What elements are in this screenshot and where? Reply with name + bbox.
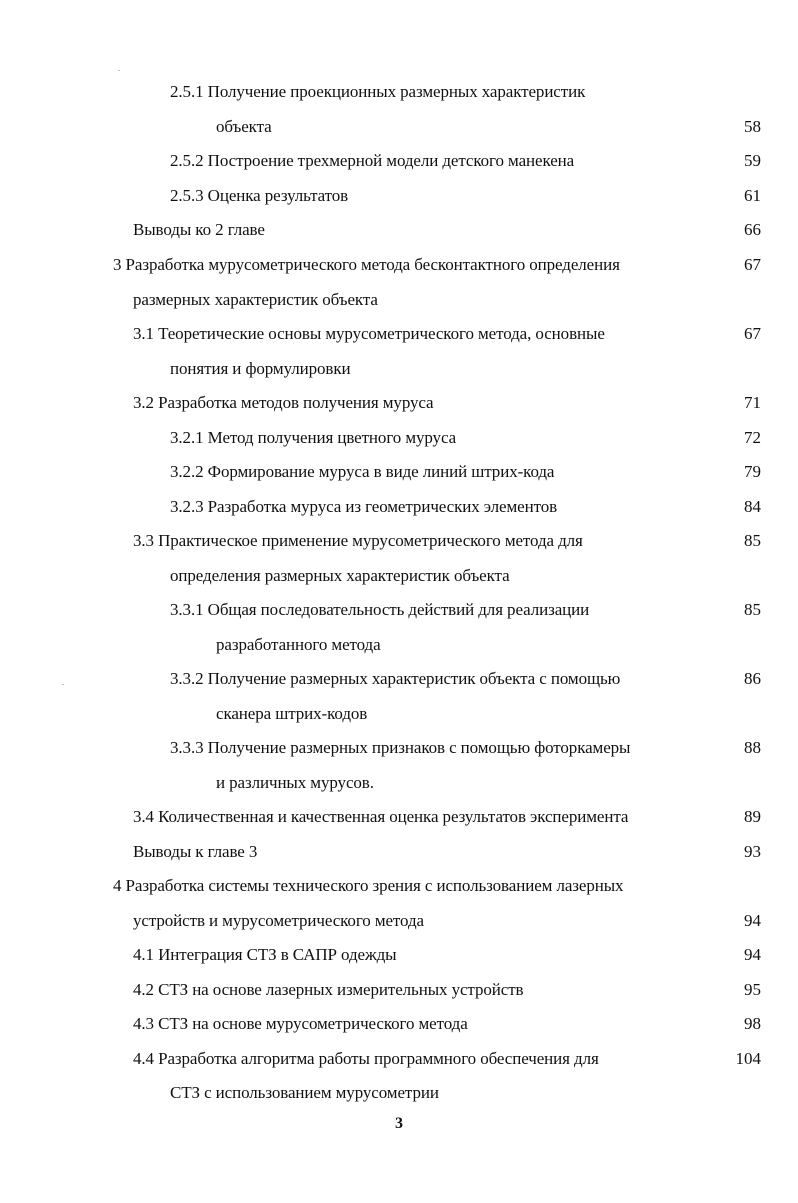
toc-page-number: 72 — [744, 428, 761, 447]
toc-page-number: 58 — [744, 117, 761, 136]
toc-entry-text: и различных мурусов. — [216, 773, 374, 792]
toc-entry-text: 3 Разработка мурусометрического метода бесконтактного определения — [113, 255, 620, 274]
toc-entry-text: Выводы ко 2 главе — [133, 220, 265, 239]
toc-page-number: 66 — [744, 220, 761, 239]
toc-entry-text: 3.2 Разработка методов получения муруса — [133, 393, 434, 412]
toc-page-number: 93 — [744, 842, 761, 861]
toc-page-number: 88 — [744, 738, 761, 757]
toc-entry-text: 2.5.1 Получение проекционных размерных характеристик — [170, 82, 586, 101]
toc-entry-text: 3.3.3 Получение размерных признаков с помощью фоторкамеры — [170, 738, 631, 757]
toc-entry-text: 4 Разработка системы технического зрения с использованием лазерных — [113, 876, 624, 895]
toc-entry-text: СТЗ с использованием мурусометрии — [170, 1083, 439, 1102]
toc-page-number: 71 — [744, 393, 761, 412]
toc-entry-text: определения размерных характеристик объекта — [170, 566, 510, 585]
toc-entry-text: 2.5.2 Построение трехмерной модели детского манекена — [170, 151, 575, 170]
toc-page-number: 59 — [744, 151, 761, 170]
toc-entry-text: 3.3.1 Общая последовательность действий для реализации — [170, 600, 590, 619]
toc-page-number: 84 — [744, 497, 761, 516]
scan-speck — [118, 70, 120, 71]
toc-entry-text: 3.4 Количественная и качественная оценка результатов эксперимента — [133, 807, 629, 826]
toc-page-number: 61 — [744, 186, 761, 205]
toc-entry-text: 3.2.2 Формирование муруса в виде линий штрих-кода — [170, 462, 555, 481]
toc-entry-text: объекта — [216, 117, 272, 136]
toc-page-number: 104 — [735, 1049, 761, 1068]
toc-entry-text: 3.3.2 Получение размерных характеристик объекта с помощью — [170, 669, 621, 688]
toc-entry-text: 4.4 Разработка алгоритма работы программного обеспечения для — [133, 1049, 599, 1068]
toc-entry-text: 3.2.3 Разработка муруса из геометрических элементов — [170, 497, 558, 516]
toc-page-number: 94 — [744, 945, 761, 964]
toc-page-number: 86 — [744, 669, 761, 688]
toc-entry-text: устройств и мурусометрического метода — [133, 911, 424, 930]
toc-page-number: 79 — [744, 462, 761, 481]
toc-entry-text: размерных характеристик объекта — [133, 290, 378, 309]
toc-page-number: 67 — [744, 324, 761, 343]
toc-entry-text: 4.1 Интеграция СТЗ в САПР одежды — [133, 945, 397, 964]
toc-page-number: 98 — [744, 1014, 761, 1033]
toc-entry-text: Выводы к главе 3 — [133, 842, 258, 861]
toc-entry-text: 3.1 Теоретические основы мурусометрического метода, основные — [133, 324, 605, 343]
toc-page-number: 67 — [744, 255, 761, 274]
scan-speck — [62, 684, 64, 685]
toc-page-number: 94 — [744, 911, 761, 930]
toc-entry-text: сканера штрих-кодов — [216, 704, 368, 723]
page-number: 3 — [395, 1115, 403, 1132]
toc-entry-text: 3.3 Практическое применение мурусометрического метода для — [133, 531, 583, 550]
toc-page-number: 95 — [744, 980, 761, 999]
toc-page-number: 85 — [744, 600, 761, 619]
toc-page-number: 85 — [744, 531, 761, 550]
toc-entry-text: разработанного метода — [216, 635, 381, 654]
toc-entry-text: 3.2.1 Метод получения цветного муруса — [170, 428, 457, 447]
toc-page-number: 89 — [744, 807, 761, 826]
toc-entry-text: 4.2 СТЗ на основе лазерных измерительных устройств — [133, 980, 524, 999]
toc-entry-text: понятия и формулировки — [170, 359, 351, 378]
toc-entry-text: 2.5.3 Оценка результатов — [170, 186, 349, 205]
toc-entry-text: 4.3 СТЗ на основе мурусометрического метода — [133, 1014, 468, 1033]
